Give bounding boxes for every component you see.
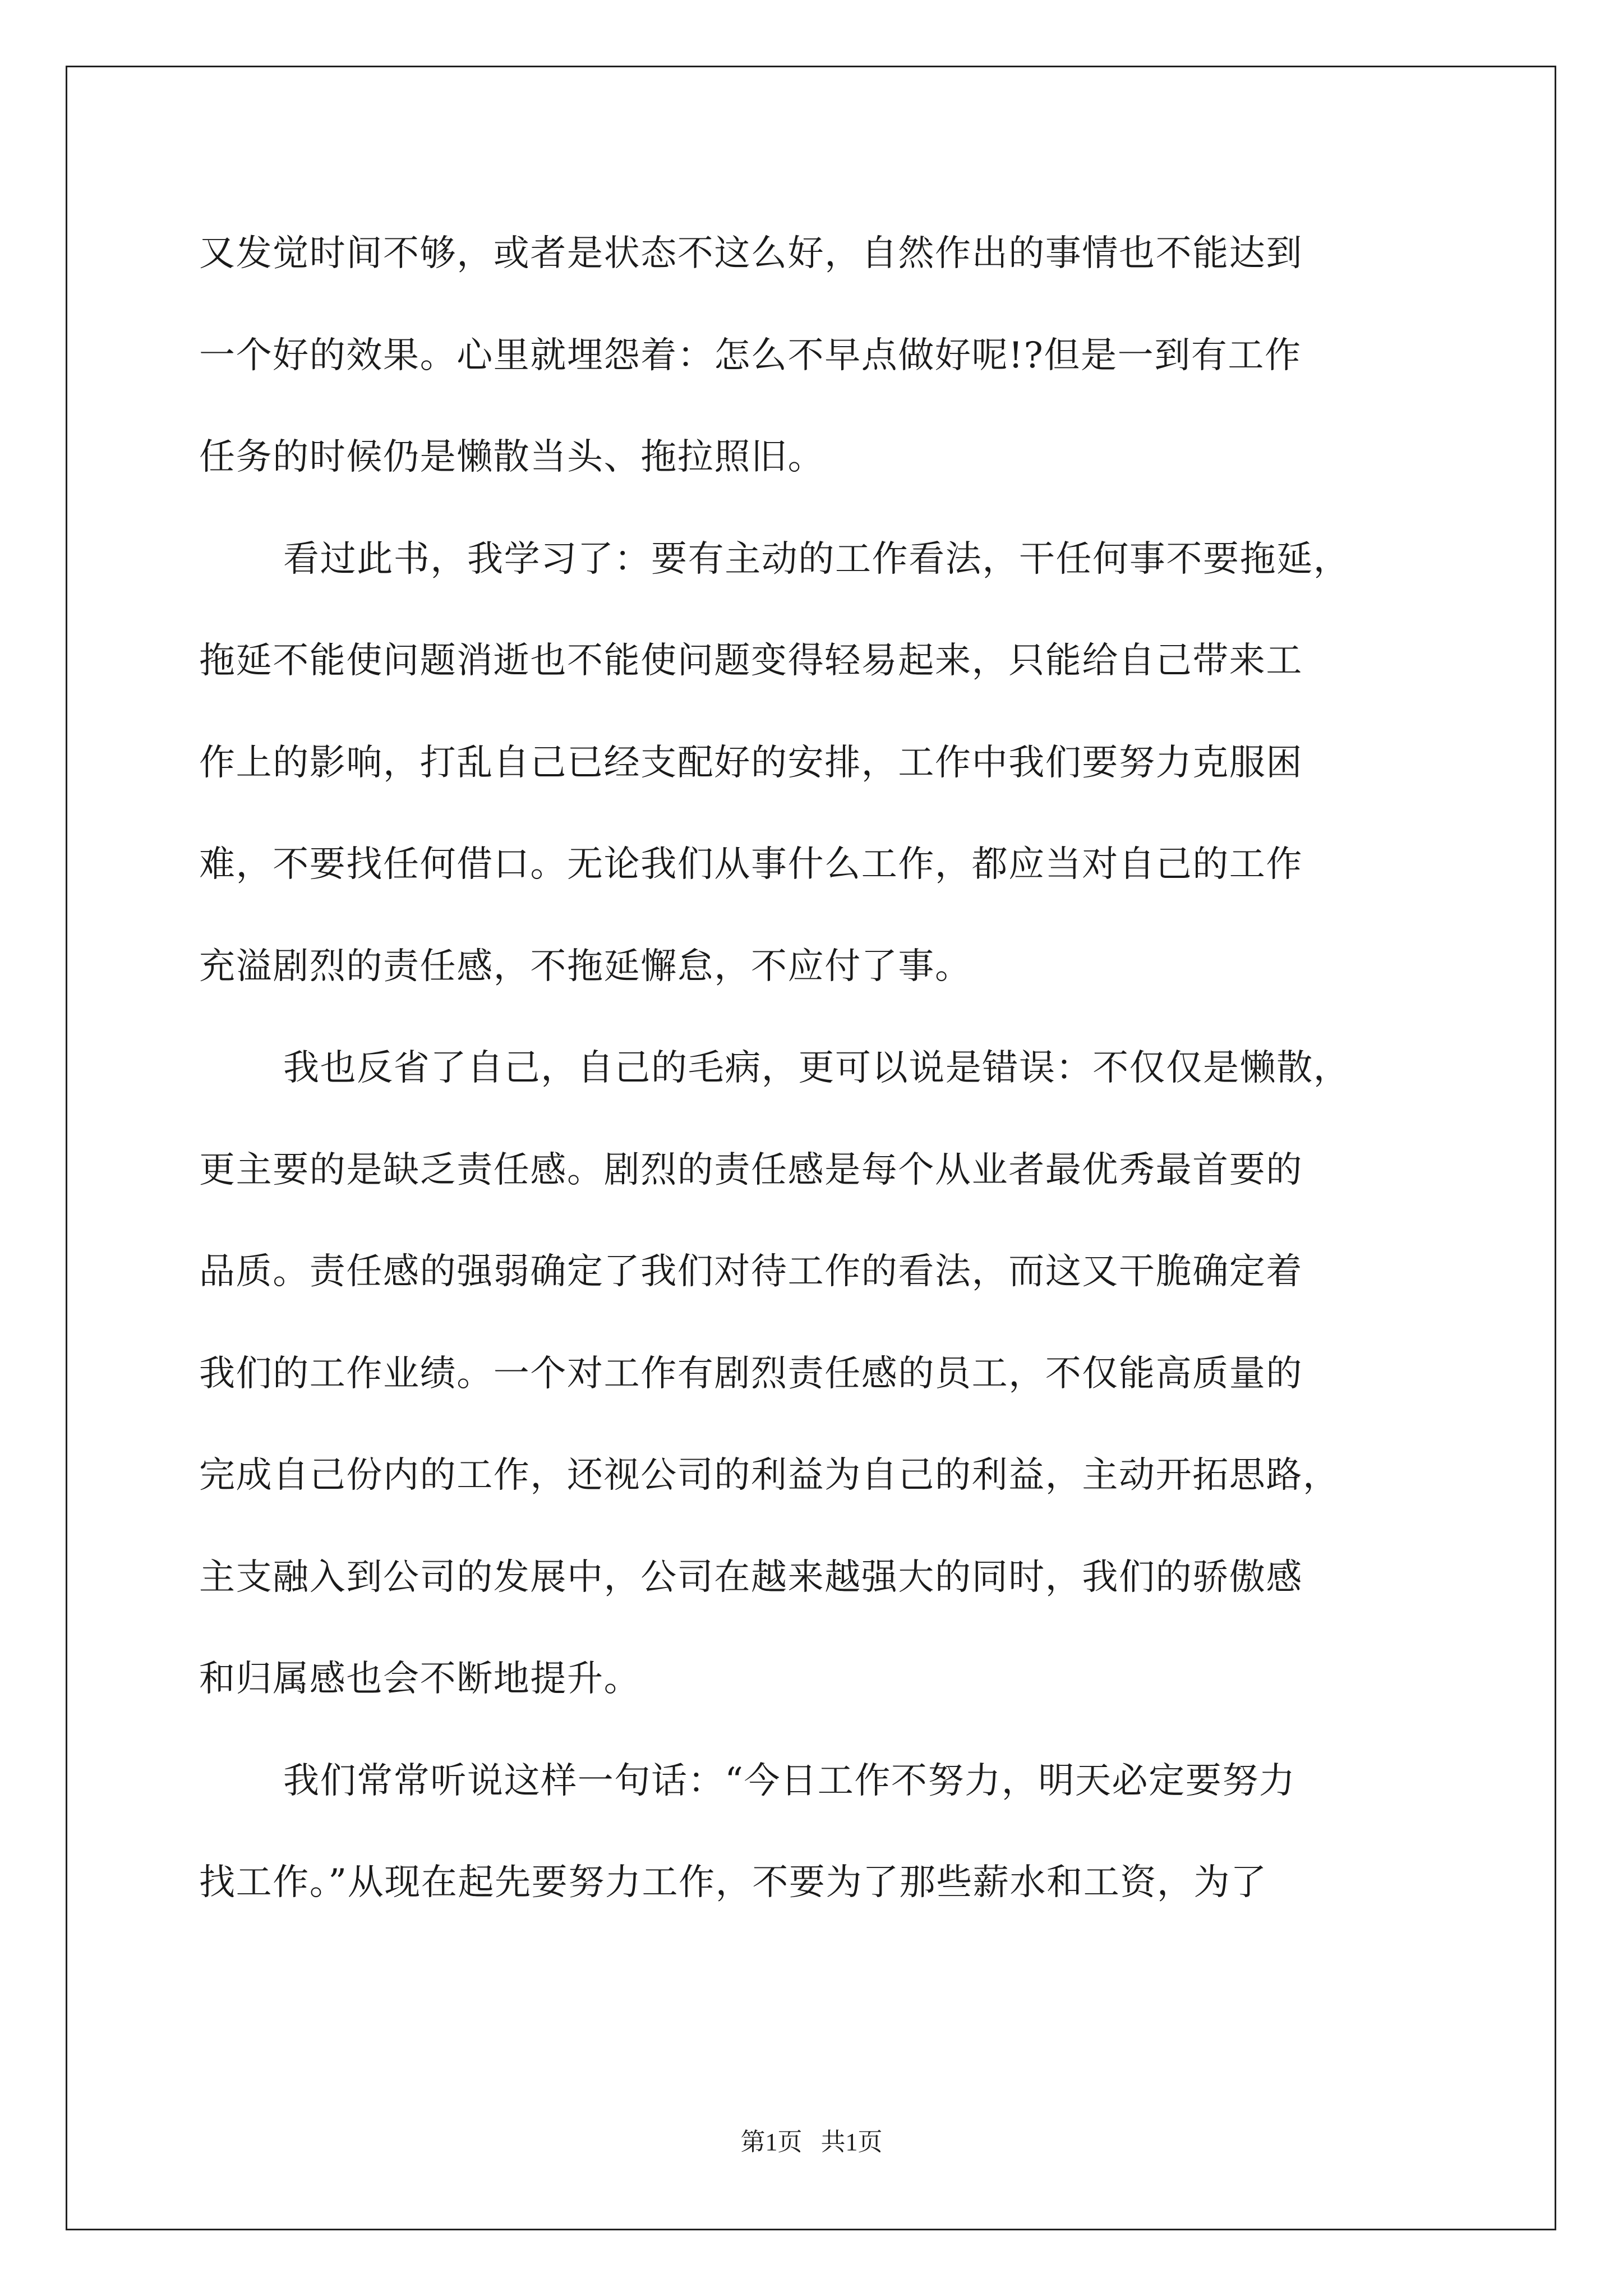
paragraph-3-line-3: 品质。责任感的强弱确定了我们对待工作的看法，而这又干脆确定着 — [199, 1251, 1303, 1292]
paragraph-3-line-4: 我们的工作业绩。一个对工作有剧烈责任感的员工，不仅能高质量的 — [199, 1353, 1303, 1395]
paragraph-3-line-5: 完成自己份内的工作，还视公司的利益为自己的利益，主动开拓思路， — [199, 1455, 1340, 1496]
paragraph-2-line-4: 难，不要找任何借口。无论我们从事什么工作，都应当对自己的工作 — [199, 844, 1303, 885]
paragraph-1-line-2: 一个好的效果。心里就埋怨着：怎么不早点做好呢!?但是一到有工作 — [199, 335, 1302, 376]
paragraph-4-line-2: 找工作。”从现在起先要努力工作，不要为了那些薪水和工资，为了 — [199, 1862, 1267, 1903]
paragraph-3-line-7: 和归属感也会不断地提升。 — [199, 1658, 641, 1700]
page-number-footer: 第1页 共1页 — [740, 2128, 883, 2156]
paragraph-3-line-6: 主支融入到公司的发展中，公司在越来越强大的同时，我们的骄傲感 — [199, 1557, 1303, 1598]
paragraph-2-line-2: 拖延不能使问题消逝也不能使问题变得轻易起来，只能给自己带来工 — [199, 640, 1303, 682]
paragraph-2-line-1: 看过此书，我学习了：要有主动的工作看法，干任何事不要拖延， — [283, 539, 1350, 580]
paragraph-3-line-2: 更主要的是缺乏责任感。剧烈的责任感是每个从业者最优秀最首要的 — [199, 1149, 1303, 1191]
paragraph-2-line-3: 作上的影响，打乱自己已经支配好的安排，工作中我们要努力克服困 — [199, 742, 1303, 784]
paragraph-2-line-5: 充溢剧烈的责任感，不拖延懈怠，不应付了事。 — [199, 946, 972, 987]
paragraph-3-line-1: 我也反省了自己，自己的毛病，更可以说是错误：不仅仅是懒散， — [283, 1047, 1350, 1089]
page-border — [66, 66, 1556, 2230]
paragraph-1-line-3: 任务的时候仍是懒散当头、拖拉照旧。 — [199, 436, 825, 478]
paragraph-4-line-1: 我们常常听说这样一句话：“今日工作不努力，明天必定要努力 — [283, 1760, 1296, 1802]
paragraph-1-line-1: 又发觉时间不够，或者是状态不这么好，自然作出的事情也不能达到 — [199, 233, 1303, 274]
